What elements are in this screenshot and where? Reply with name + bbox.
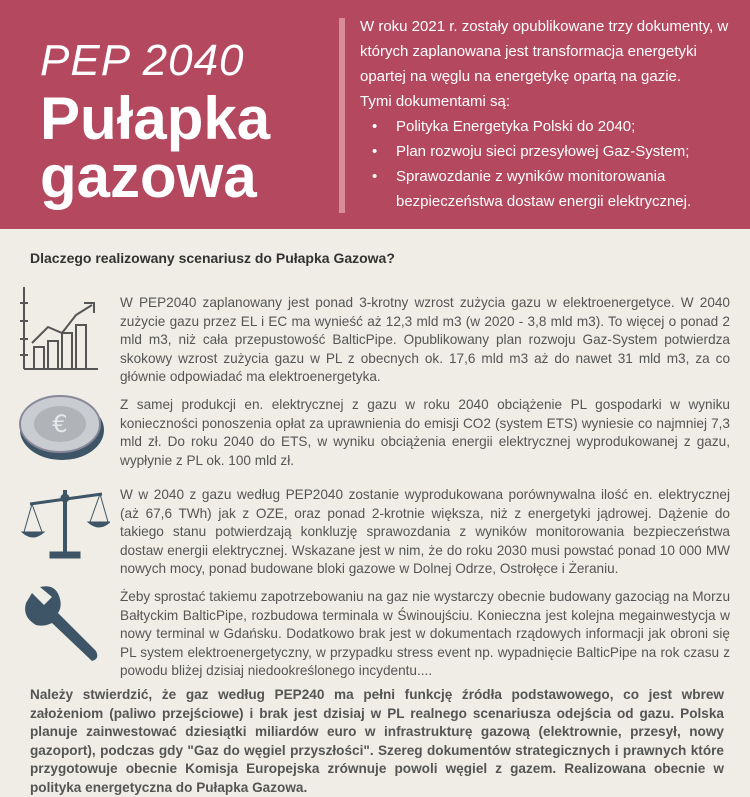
section-text: W w 2040 z gazu według PEP2040 zostanie wyprodukowana porównywalna ilość en. elektrycznej (aż 67,6 TWh) jak z OZE, oraz ponad 2-krotnie większa, niż z energetyki jądrowej. Dążenie do takiego stanu potwierdzają konkluzję sprawozdania z wyników monitorowania bezpieczeństwa dostaw energii elektrycznej. Wskazane jest w nim, że do roku 2030 musi powstać ponad 10 000 MW nowych mocy, ponad budowane bloki gazowe w Dolnej Odrze, Ostrołęce i Żeraniu. — [120, 487, 730, 576]
svg-text:€: € — [52, 410, 68, 438]
question-heading: Dlaczego realizowany scenariusz do Pułapka Gazowa? — [30, 250, 395, 266]
list-item: • Plan rozwoju sieci przesyłowej Gaz-System; — [372, 139, 740, 164]
title-line-1: Pułapka — [40, 85, 271, 152]
section-text: Żeby sprostać takiemu zapotrzebowaniu na gaz nie wystarczy obecnie budowany gazociąg na Morzu Bałtyckim BalticPipe, rozbudowa terminala w Świnoujściu. Konieczna jest kolejna megainwestycja w nowy terminal w Gdańsku. Dodatkowo brak jest w dokumentach rządowych informacji jak obroni się PL system elektroenergetyczny, w przypadku stress event np. wypadnięcie BalticPipe na rok czasu z powodu bliżej dzisiaj niedookreślonego incydentu.... — [120, 589, 730, 678]
section-text: Z samej produkcji en. elektrycznej z gazu w roku 2040 obciążenie PL gospodarki w wyniku konieczności ponoszenia opłat za uprawnienia do emisji CO2 (system ETS) wyniesie co najmniej 7,3 mld zł. Do roku 2040 do ETS, w wyniku obciążenia energii elektrycznej wyprodukowanej z gazu, wypłynie z PL ok. 100 mld zł. — [120, 397, 730, 468]
title-small: PEP 2040 — [40, 36, 245, 85]
intro-paragraph: W roku 2021 r. zostały opublikowane trzy dokumenty, w których zaplanowana jest transformacja energetyki opartej na węglu na energetykę opartą na gazie. — [360, 18, 729, 85]
list-item: • Sprawozdanie z wyników monitorowania bezpieczeństwa dostaw energii elektrycznej. — [372, 164, 740, 214]
chart-growth-icon — [18, 283, 100, 373]
divider — [339, 18, 345, 213]
title-big — [40, 85, 271, 210]
conclusion-text: Należy stwierdzić, że gaz według PEP240 ma pełni funkcję źródła podstawowego, co jest wbrew założeniom (paliwo przejściowe) i brak jest dzisiaj w PL realnego scenariusza odejścia od gazu. Polska planuje zainwestować dziesiątki miliardów euro w infrastrukturę gazową (elektrownie, przesył, nowy gazoport), podczas gdy "Gaz do węgiel przyszłości". Szereg dokumentów strategicznych i prawnych które przygotowuje obecnie Komisja Europejska zrównuje powoli węgiel z gazem. Realizowana obecnie w polityka energetyczna do Pułapka Gazowa. — [30, 687, 724, 795]
documents-list — [372, 114, 740, 214]
title-line-2: gazowa — [40, 143, 257, 210]
wrench-icon — [22, 585, 102, 665]
scales-icon — [20, 482, 110, 562]
intro-text — [360, 14, 740, 214]
euro-coin-icon — [16, 392, 106, 462]
header-banner — [0, 0, 750, 229]
list-item: • Polityka Energetyka Polski do 2040; — [372, 114, 740, 139]
intro-lead: Tymi dokumentami są: — [360, 93, 511, 110]
section-text: W PEP2040 zaplanowany jest ponad 3-krotny wzrost zużycia gazu w elektroenergetyce. W 2040 zużycie gazu przez EL i EC ma wynieść aż 12,3 mld m3 (w 2020 - 3,8 mld m3). To więcej o ponad 2 mld m3, niż cała przepustowość BalticPipe. Opublikowany plan rozwoju Gaz-System potwierdza skokowy wzrost zużycia gazu w PL z obecnych ok. 17,6 mld m3 aż do nawet 31 mld m3, za co głównie odpowiadać ma elektroenergetyka. — [120, 295, 730, 384]
